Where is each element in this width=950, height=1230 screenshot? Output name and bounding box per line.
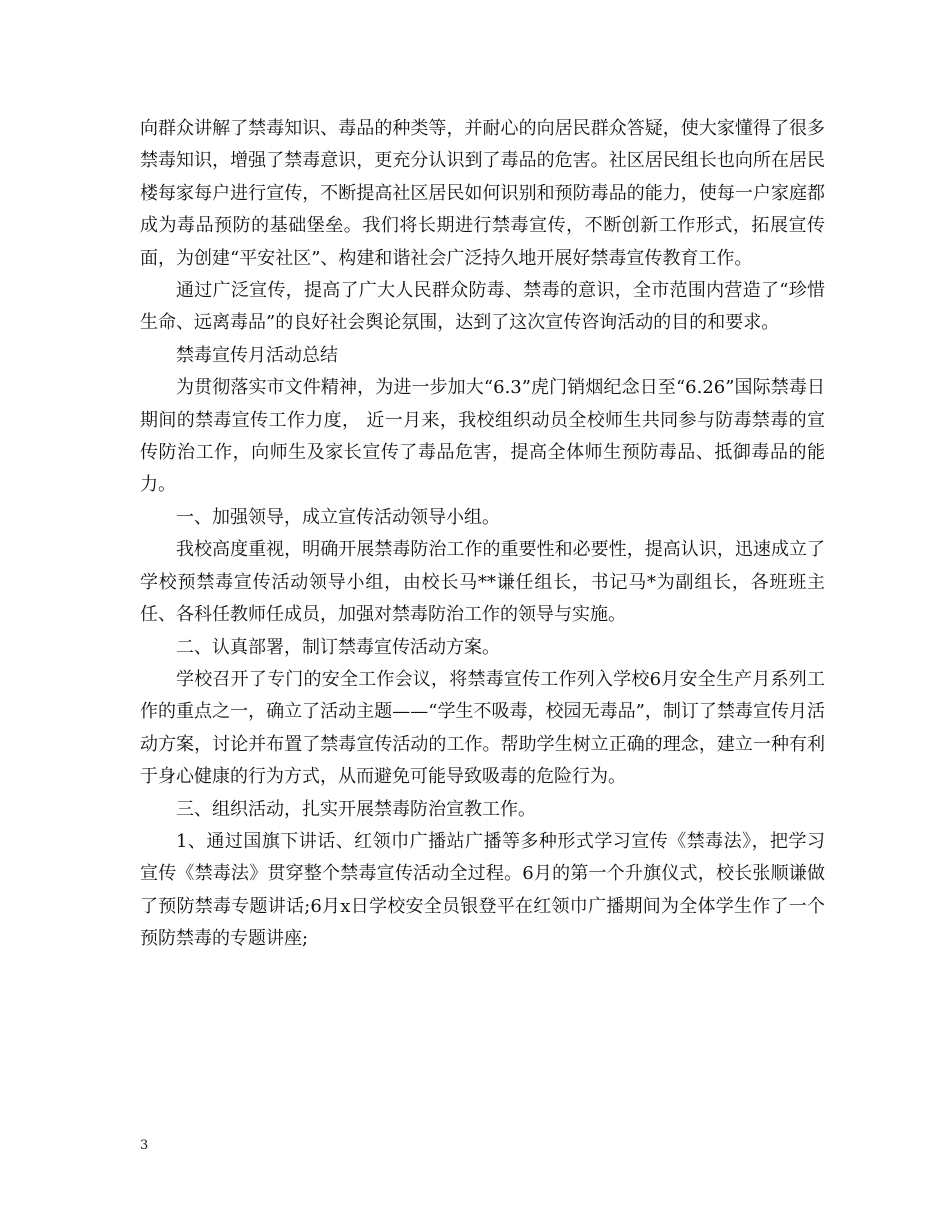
document-body — [140, 113, 825, 956]
heading-deploy-plan: 二、认真部署，制订禁毒宣传活动方案。 — [176, 636, 500, 658]
paragraph-leadership-group: 我校高度重视，明确开展禁毒防治工作的重要性和必要性，提高认识，迅速成立了学校预禁毒宣传活动领导小组，由校长马**谦任组长，书记马*为副组长，各班班主任、各科任教师任成员，加强对禁毒防治工作的领导与实施。 — [140, 539, 825, 626]
paragraph-continuation: 向群众讲解了禁毒知识、毒品的种类等，并耐心的向居民群众答疑，使大家懂得了很多禁毒知识，增强了禁毒意识，更充分认识到了毒品的危害。社区居民组长也向所在居民楼每家每户进行宣传，不断提高社区居民如何识别和预防毒品的能力，使每一户家庭都成为毒品预防的基础堡垒。我们将长期进行禁毒宣传，不断创新工作形式，拓展宣传面，为创建“平安社区”、构建和谐社会广泛持久地开展好禁毒宣传教育工作。 — [140, 118, 825, 269]
paragraph-intro: 为贯彻落实市文件精神，为进一步加大“6.3”虎门销烟纪念日至“6.26”国际禁毒日期间的禁毒宣传工作力度， 近一月来，我校组织动员全校师生共同参与防毒禁毒的宣传防治工作，向师生及家长宣传了毒品危害，提高全体师生预防毒品、抵御毒品的能力。 — [140, 377, 825, 496]
heading-strengthen-leadership: 一、加强领导，成立宣传活动领导小组。 — [176, 506, 500, 528]
heading-organize-activities: 三、组织活动，扎实开展禁毒防治宣教工作。 — [176, 798, 536, 820]
paragraph-publicity-result: 通过广泛宣传，提高了广大人民群众防毒、禁毒的意识，全市范围内营造了“珍惜生命、远离毒品”的良好社会舆论氛围，达到了这次宣传咨询活动的目的和要求。 — [140, 280, 825, 334]
paragraph-law-study: 1、通过国旗下讲话、红领巾广播站广播等多种形式学习宣传《禁毒法》，把学习宣传《禁毒法》贯穿整个禁毒宣传活动全过程。6月的第一个升旗仪式，校长张顺谦做了预防禁毒专题讲话;6月x日学校安全员银登平在红领巾广播期间为全体学生作了一个预防禁毒的专题讲座; — [140, 830, 825, 950]
page-number: 3 — [140, 1138, 149, 1153]
section-heading-summary: 禁毒宣传月活动总结 — [176, 344, 338, 366]
paragraph-activity-plan: 学校召开了专门的安全工作会议，将禁毒宣传工作列入学校6月安全生产月系列工作的重点之一，确立了活动主题——“学生不吸毒，校园无毒品”，制订了禁毒宣传月活动方案，讨论并布置了禁毒宣传活动的工作。帮助学生树立正确的理念，建立一种有利于身心健康的行为方式，从而避免可能导致吸毒的危险行为。 — [140, 668, 825, 788]
